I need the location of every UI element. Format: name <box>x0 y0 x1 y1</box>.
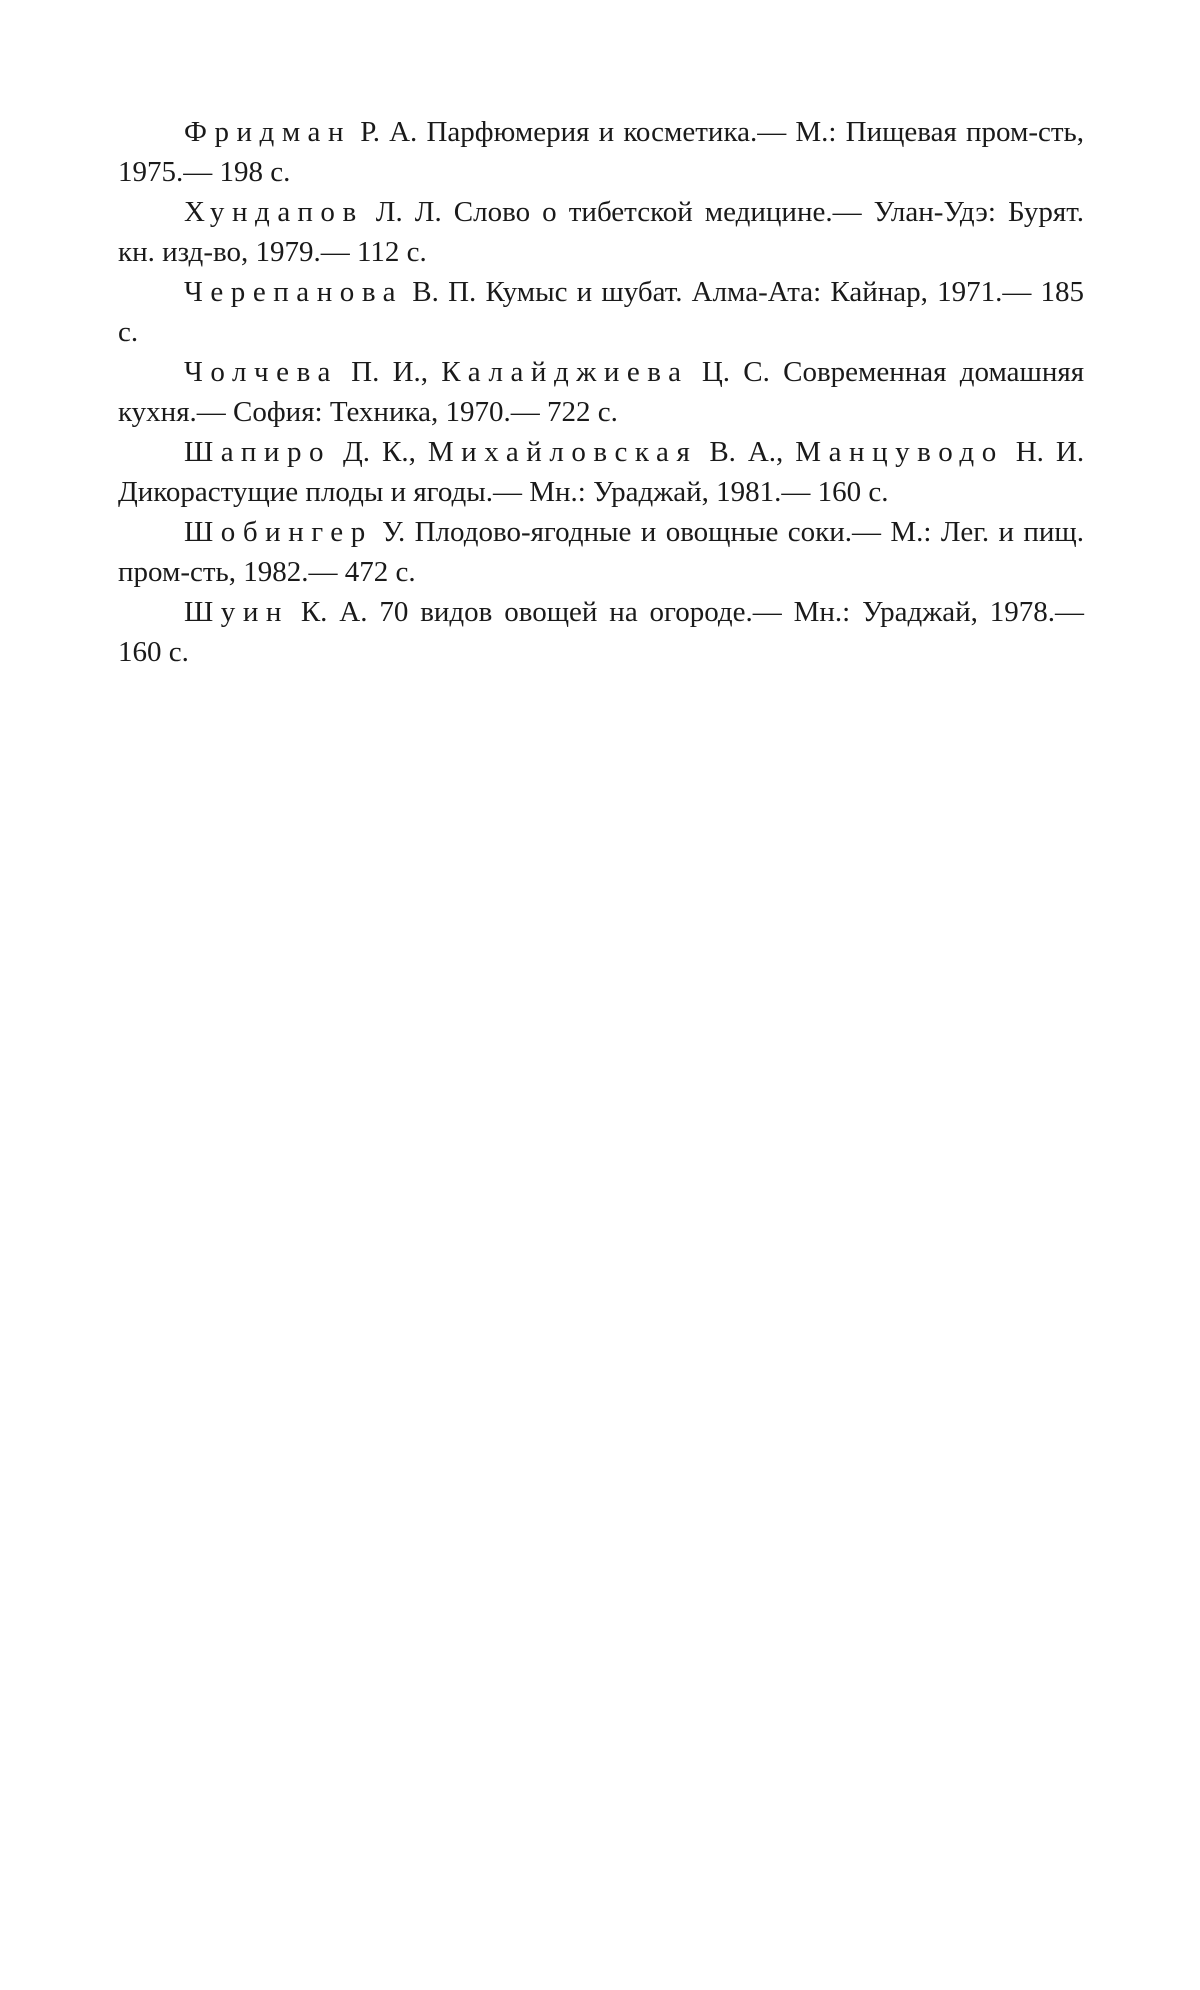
bibliography-entry <box>118 592 1084 672</box>
entry-text: Плодово-ягодные и овощные соки.— М.: Лег. и пищ. пром-сть, 1982.— 472 с. <box>118 516 1084 588</box>
entry-text: Слово о тибетской медицине.— Улан-Удэ: Бурят. кн. изд-во, 1979.— 112 с. <box>118 196 1084 268</box>
author-surname: Шуин <box>184 596 289 628</box>
author-surname: Манцуводо <box>795 436 1004 468</box>
author-surname: Хундапов <box>184 196 364 228</box>
entry-text: 70 видов овощей на огороде.— Мн.: Ураджай, 1978.— 160 с. <box>118 596 1084 668</box>
entry-text: Дикорастущие плоды и ягоды.— Мн.: Ураджай, 1981.— 160 с. <box>118 476 889 508</box>
author-initials: Н. И. <box>1015 436 1085 468</box>
author-initials: Р. А. <box>360 116 418 148</box>
author-initials: П. И., <box>351 356 429 388</box>
author-surname: Калайджиева <box>441 356 689 388</box>
entry-text: Кумыс и шубат. Алма-Ата: Кайнар, 1971.— 185 с. <box>118 276 1085 348</box>
entry-text: Современная домашняя кухня.— София: Техника, 1970.— 722 с. <box>118 356 1085 428</box>
author-surname: Шапиро <box>184 436 332 468</box>
bibliography-entry <box>118 352 1084 432</box>
bibliography-entry <box>118 112 1084 192</box>
author-surname: Фридман <box>184 116 352 148</box>
bibliography-page <box>118 112 1084 672</box>
author-surname: Чолчева <box>184 356 338 388</box>
entry-text: Парфюмерия и косметика.— М.: Пищевая пром-сть, 1975.— 198 с. <box>118 116 1084 188</box>
author-initials: У. <box>382 516 406 548</box>
author-surname: Черепанова <box>184 276 404 308</box>
author-initials: В. П. <box>412 276 477 308</box>
author-initials: Д. К., <box>343 436 416 468</box>
author-initials: К. А. <box>300 596 368 628</box>
author-initials: Л. Л. <box>375 196 442 228</box>
author-initials: Ц. С. <box>701 356 770 388</box>
author-surname: Шобингер <box>184 516 373 548</box>
bibliography-entry <box>118 512 1084 592</box>
bibliography-entry <box>118 192 1084 272</box>
author-initials: В. А., <box>709 436 784 468</box>
bibliography-entry <box>118 272 1084 352</box>
author-surname: Михайловская <box>427 436 698 468</box>
bibliography-entry <box>118 432 1084 512</box>
